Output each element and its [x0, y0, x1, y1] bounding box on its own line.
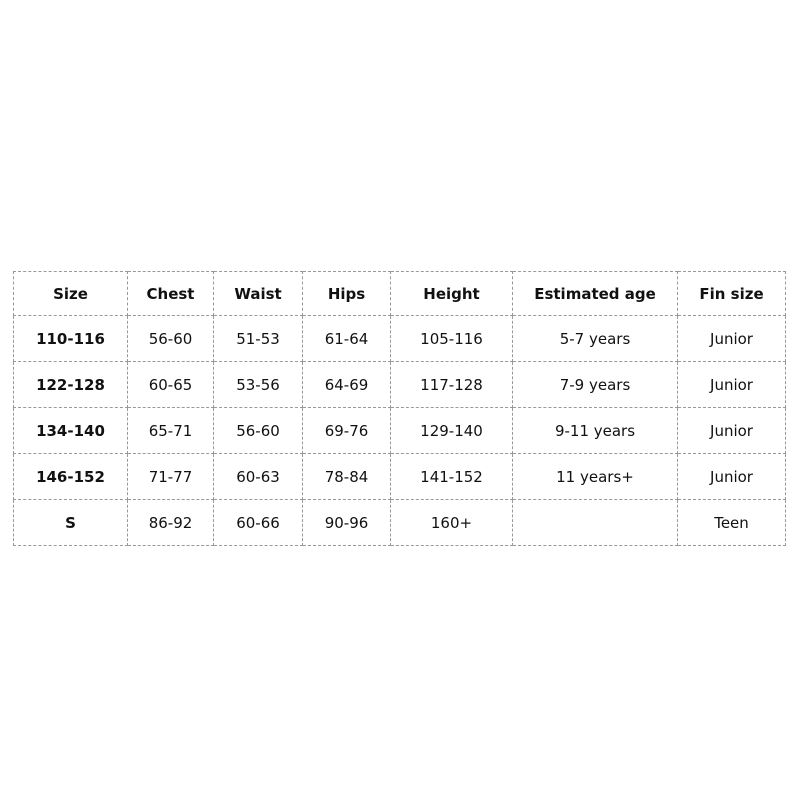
table-cell: Junior	[678, 454, 786, 500]
table-cell: Junior	[678, 316, 786, 362]
table-row	[14, 408, 786, 454]
table-cell: Teen	[678, 500, 786, 546]
table-cell: 65-71	[128, 408, 214, 454]
column-header: Height	[391, 272, 513, 316]
table-cell: 56-60	[214, 408, 303, 454]
table-cell: 110-116	[14, 316, 128, 362]
table-cell: 146-152	[14, 454, 128, 500]
column-header: Hips	[303, 272, 391, 316]
column-header: Waist	[214, 272, 303, 316]
table-cell: Junior	[678, 408, 786, 454]
table-cell: 141-152	[391, 454, 513, 500]
table-cell: 60-65	[128, 362, 214, 408]
table-cell: 69-76	[303, 408, 391, 454]
column-header: Size	[14, 272, 128, 316]
table-cell: 129-140	[391, 408, 513, 454]
size-chart	[13, 271, 786, 546]
table-cell: 122-128	[14, 362, 128, 408]
size-chart-body	[14, 316, 786, 546]
table-cell: 53-56	[214, 362, 303, 408]
size-chart-table	[13, 271, 786, 546]
header-row	[14, 272, 786, 316]
table-cell: 60-66	[214, 500, 303, 546]
table-cell: 56-60	[128, 316, 214, 362]
table-cell: 11 years+	[513, 454, 678, 500]
table-cell: Junior	[678, 362, 786, 408]
table-cell: S	[14, 500, 128, 546]
table-cell: 71-77	[128, 454, 214, 500]
table-cell: 5-7 years	[513, 316, 678, 362]
table-row	[14, 500, 786, 546]
table-cell: 160+	[391, 500, 513, 546]
table-cell: 64-69	[303, 362, 391, 408]
table-cell: 7-9 years	[513, 362, 678, 408]
column-header: Fin size	[678, 272, 786, 316]
table-cell: 86-92	[128, 500, 214, 546]
table-cell: 117-128	[391, 362, 513, 408]
table-row	[14, 316, 786, 362]
table-cell: 51-53	[214, 316, 303, 362]
table-cell: 105-116	[391, 316, 513, 362]
table-cell: 60-63	[214, 454, 303, 500]
table-cell: 61-64	[303, 316, 391, 362]
table-row	[14, 362, 786, 408]
column-header: Estimated age	[513, 272, 678, 316]
table-cell: 78-84	[303, 454, 391, 500]
table-cell: 9-11 years	[513, 408, 678, 454]
table-cell: 90-96	[303, 500, 391, 546]
size-chart-header	[14, 272, 786, 316]
table-row	[14, 454, 786, 500]
table-cell	[513, 500, 678, 546]
table-cell: 134-140	[14, 408, 128, 454]
column-header: Chest	[128, 272, 214, 316]
